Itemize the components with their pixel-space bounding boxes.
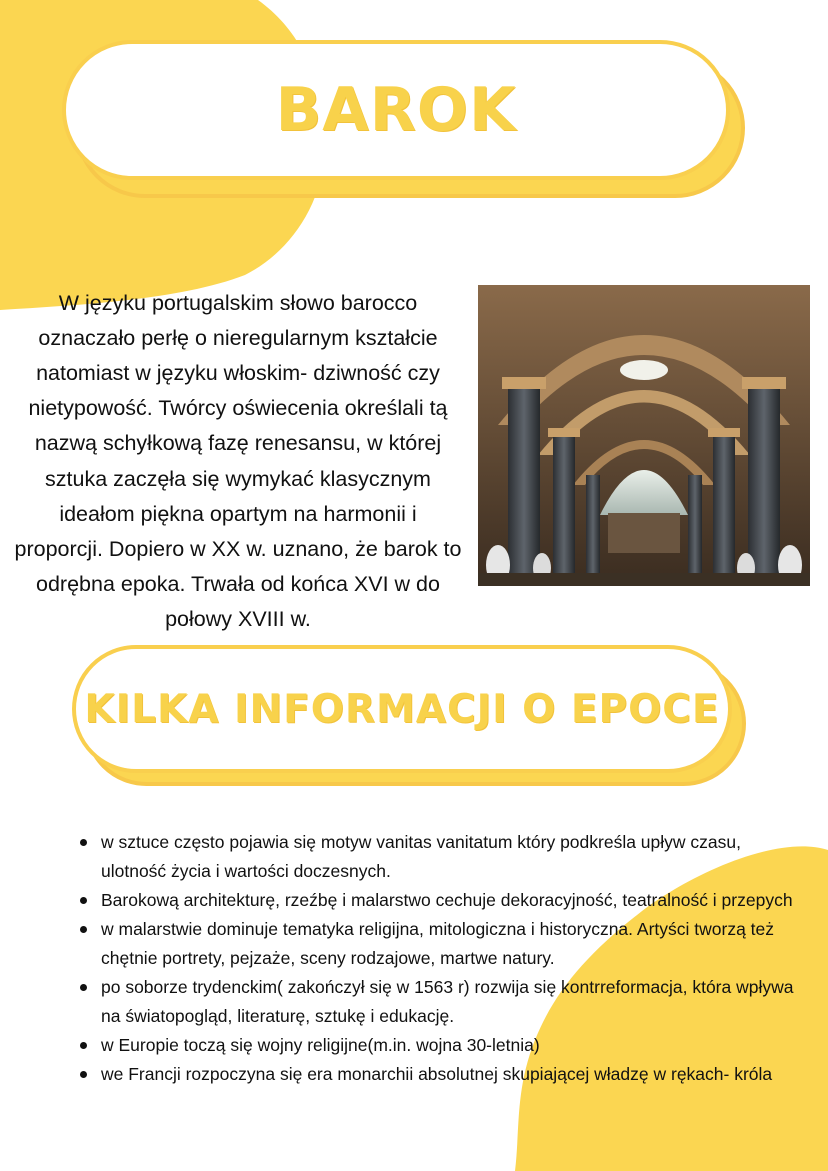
title-banner <box>60 40 750 200</box>
section-banner <box>70 645 750 790</box>
list-item: we Francji rozpoczyna się era monarchii absolutnej skupiającej władzę w rękach- króla <box>101 1060 811 1089</box>
list-item: w Europie toczą się wojny religijne(m.in. wojna 30-letnia) <box>101 1031 811 1060</box>
list-item: po soborze trydenckim( zakończył się w 1563 r) rozwija się kontrreformacja, która wpływa na światopogląd, literaturę, sztukę i edukację. <box>101 973 811 1031</box>
section-title: KILKA INFORMACJI O EPOCE <box>84 686 720 732</box>
list-item: Barokową architekturę, rzeźbę i malarstwo cechuje dekoracyjność, teatralność i przepych <box>101 886 811 915</box>
intro-paragraph: W języku portugalskim słowo barocco oznaczało perłę o nieregularnym kształcie natomiast w języku włoskim- dziwność czy nietypowość. Twórcy oświecenia określali tą nazwą schyłkową fazę renesansu, w której sztuka zaczęła się wymykać klasycznym ideałom piękna opartym na harmonii i proporcji. Dopiero w XX w. uznano, że barok to odrębna epoka. Trwała od końca XVI w do połowy XVIII w. <box>14 290 462 632</box>
title-banner-face <box>62 40 730 180</box>
list-item: w malarstwie dominuje tematyka religijna, mitologiczna i historyczna. Artyści tworzą też chętnie portrety, pejzaże, sceny rodzajowe, martwe natury. <box>101 915 811 973</box>
baroque-interior-photo <box>478 285 810 586</box>
page-title: BAROK <box>275 75 517 145</box>
list-item: w sztuce często pojawia się motyw vanitas vanitatum który podkreśla upływ czasu, ulotność życia i wartości doczesnych. <box>101 828 811 886</box>
section-banner-face <box>72 645 732 773</box>
facts-list <box>70 828 811 1089</box>
